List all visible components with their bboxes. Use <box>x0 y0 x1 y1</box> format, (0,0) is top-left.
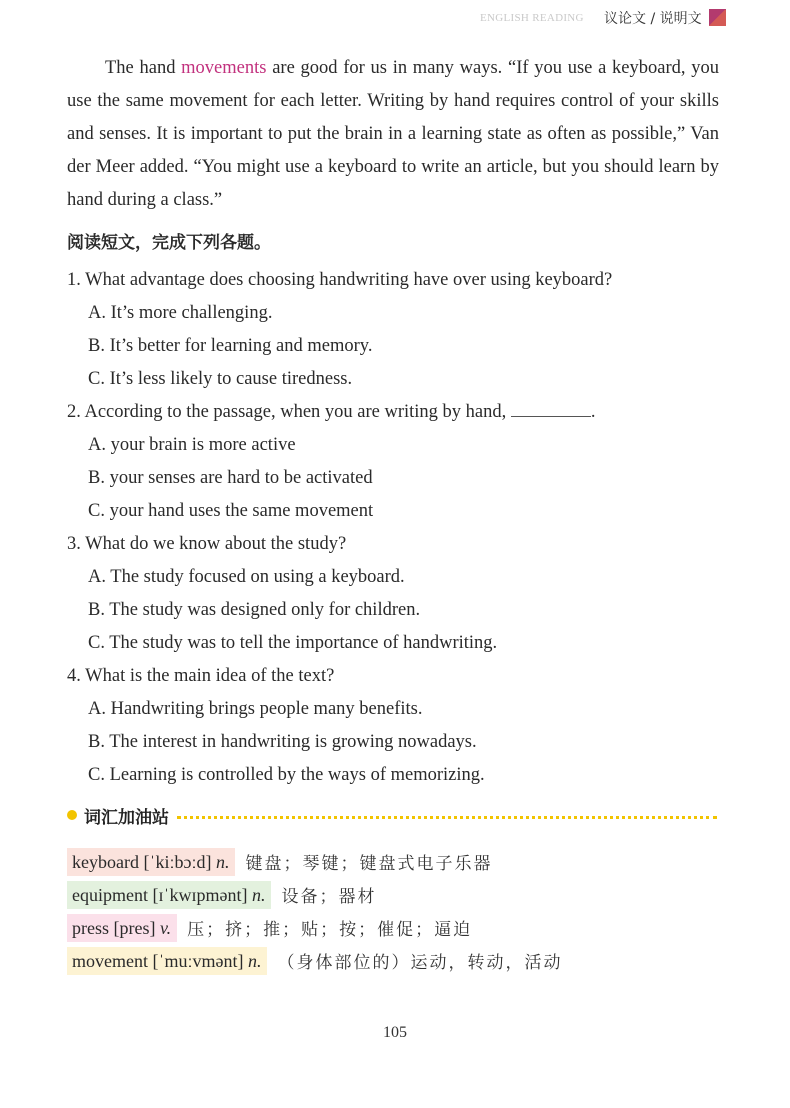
question-2-option-c: C. your hand uses the same movement <box>88 501 374 521</box>
vocab-term <box>67 947 267 975</box>
header-corner-mark <box>709 9 726 26</box>
vocab-term <box>67 848 235 876</box>
question-3-option-c: C. The study was to tell the importance of handwriting. <box>88 633 498 653</box>
question-3-option-b: B. The study was designed only for children. <box>88 600 421 620</box>
question-2-stem <box>67 396 727 429</box>
vocab-item <box>67 845 562 878</box>
question-2-stem-end: . <box>590 402 596 422</box>
question-2-stem-text: 2. According to the passage, when you are writing by hand, <box>67 402 511 422</box>
vocab-word: keyboard [ˈkiːbɔːd] <box>72 851 216 872</box>
question-1-stem: 1. What advantage does choosing handwriting have over using keyboard? <box>67 270 613 290</box>
question-1-option-a: A. It’s more challenging. <box>88 303 273 323</box>
vocab-pos: n. <box>251 884 266 905</box>
vocab-meaning: 压；挤；推；贴；按；催促；逼迫 <box>187 920 473 940</box>
question-4-option-c: C. Learning is controlled by the ways of memorizing. <box>88 765 485 785</box>
yellow-dot-icon <box>67 810 77 820</box>
vocab-pos: n. <box>215 851 230 872</box>
question-4-stem: 4. What is the main idea of the text? <box>67 666 335 686</box>
question-2-option-b: B. your senses are hard to be activated <box>88 468 373 488</box>
vocab-list <box>67 845 562 977</box>
vocab-section-title: 词汇加油站 <box>84 807 169 828</box>
question-3-stem: 3. What do we know about the study? <box>67 534 347 554</box>
passage-text-after: are good for us in many ways. “If you use a keyboard, you use the same movement for each letter. Writing by hand requires control of your skills and senses. It is important to put the brain in a learning state as often as possible,” Van der Meer added. “You might use a keyboard to write an article, but you should learn by hand during a class.” <box>67 58 719 210</box>
vocab-word: movement [ˈmuːvmənt] <box>72 950 248 971</box>
vocab-word: press [pres] <box>72 917 160 938</box>
page-number: 105 <box>383 1024 407 1041</box>
vocab-word: equipment [ɪˈkwɪpmənt] <box>72 884 252 905</box>
question-4-option-b: B. The interest in handwriting is growing nowadays. <box>88 732 477 752</box>
vocab-item <box>67 878 562 911</box>
vocab-meaning: 键盘；琴键；键盘式电子乐器 <box>245 854 493 874</box>
vocab-meaning: （身体部位的）运动，转动，活动 <box>277 953 563 973</box>
header-section-title: 议论文 / 说明文 <box>604 11 702 27</box>
question-list <box>67 264 727 792</box>
passage-text-before: The hand <box>105 58 182 78</box>
vocab-term <box>67 881 271 909</box>
question-1-option-c: C. It’s less likely to cause tiredness. <box>88 369 353 389</box>
vocab-meaning: 设备；器材 <box>281 887 377 907</box>
header-series-title: ENGLISH READING <box>480 12 584 24</box>
question-1-option-b: B. It’s better for learning and memory. <box>88 336 373 356</box>
vocab-pos: n. <box>247 950 262 971</box>
answer-blank <box>511 400 591 417</box>
question-4-option-a: A. Handwriting brings people many benefits. <box>88 699 423 719</box>
passage-keyword: movements <box>181 58 267 78</box>
question-2-option-a: A. your brain is more active <box>88 435 296 455</box>
passage-paragraph <box>67 52 719 217</box>
vocab-item <box>67 944 562 977</box>
vocab-item <box>67 911 562 944</box>
instruction-heading: 阅读短文，完成下列各题。 <box>67 233 271 253</box>
vocab-section-header <box>67 802 717 828</box>
vocab-term <box>67 914 177 942</box>
dotted-divider <box>177 816 717 819</box>
vocab-pos: v. <box>159 917 172 938</box>
question-3-option-a: A. The study focused on using a keyboard. <box>88 567 405 587</box>
